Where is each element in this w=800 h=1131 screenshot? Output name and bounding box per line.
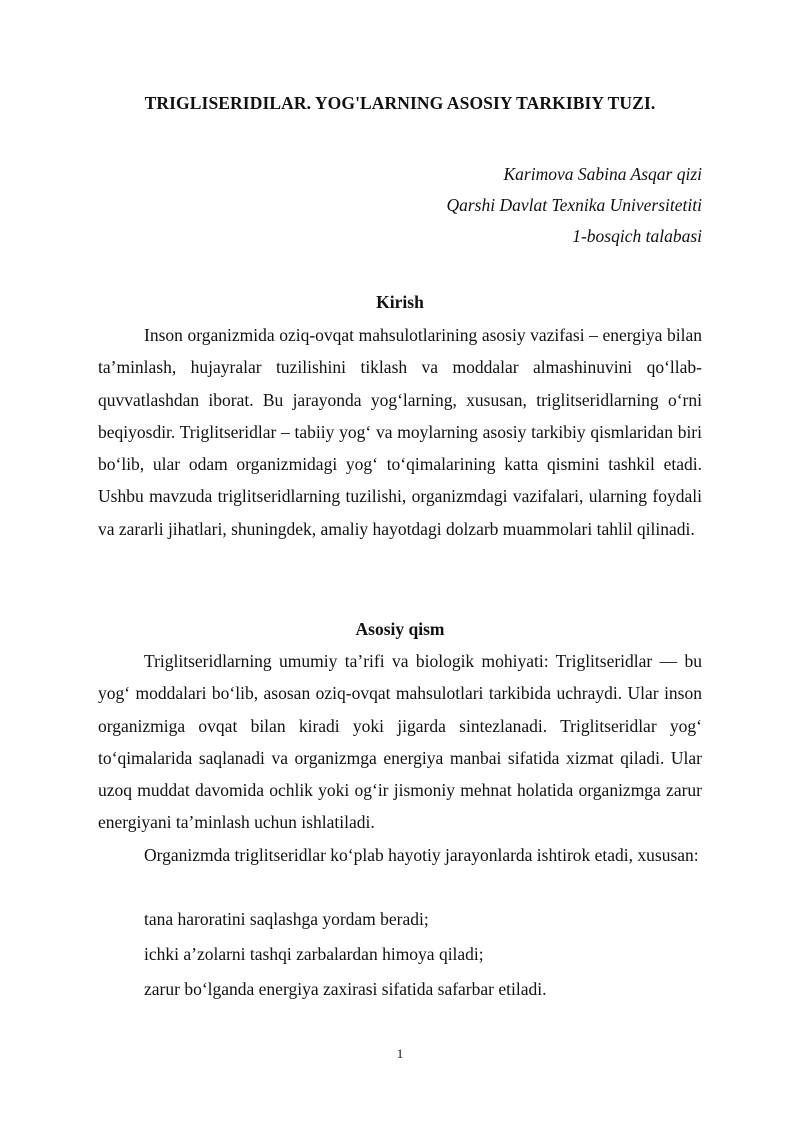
intro-paragraph: Inson organizmida oziq-ovqat mahsulotlarining asosiy vazifasi – energiya bilan ta’minlash, hujayralar tuzilishini tiklash va moddalar almashinuvini qo‘llab-quvvatlashdan iborat. Bu jarayonda yog‘larning, xususan, triglitseridlarning o‘rni beqiyosdir. Triglitseridlar – tabiiy yog‘ va moylarning asosiy tarkibiy qismlaridan biri bo‘lib, ular odam organizmidagi yog‘ to‘qimalarining katta qismini tashkil etadi. Ushbu mavzuda triglitseridlarning tuzilishi, organizmdagi vazifalari, ularning foydali va zararli jihatlari, shuningdek, amaliy hayotdagi dolzarb muammolari tahlil qilinadi.	[98, 325, 702, 539]
intro-heading: Kirish	[376, 292, 424, 312]
page-number: 1	[396, 1046, 404, 1061]
main-paragraph-1: Triglitseridlarning umumiy ta’rifi va biologik mohiyati: Triglitseridlar — bu yog‘ moddalari bo‘lib, asosan oziq-ovqat mahsulotlari tarkibida uchraydi. Ular inson organizmiga ovqat bilan kiradi yoki jigarda sintezlanadi. Triglitseridlar yog‘ to‘qimalarida saqlanadi va organizmga energiya manbai sifatida xizmat qiladi. Ular uzoq muddat davomida ochlik yoki og‘ir jismoniy mehnat holatida organizmga zarur energiyani ta’minlash uchun ishlatiladi.	[98, 651, 702, 833]
author-name: Karimova Sabina Asqar qizi	[503, 164, 702, 184]
list-item: tana haroratini saqlashga yordam beradi;	[144, 909, 429, 929]
function-list	[144, 902, 704, 1007]
list-item: zarur bo‘lganda energiya zaxirasi sifatida safarbar etiladi.	[144, 979, 547, 999]
list-item: ichki a’zolarni tashqi zarbalardan himoya qiladi;	[144, 944, 484, 964]
author-affiliation: Qarshi Davlat Texnika Universitetiti	[446, 195, 702, 215]
author-block	[300, 159, 702, 252]
document-title: TRIGLISERIDILAR. YOG'LARNING ASOSIY TARKIBIY TUZI.	[144, 93, 656, 113]
main-paragraph-2: Organizmda triglitseridlar ko‘plab hayotiy jarayonlarda ishtirok etadi, xususan:	[144, 845, 699, 865]
main-heading: Asosiy qism	[355, 619, 445, 639]
author-status: 1-bosqich talabasi	[572, 226, 702, 246]
